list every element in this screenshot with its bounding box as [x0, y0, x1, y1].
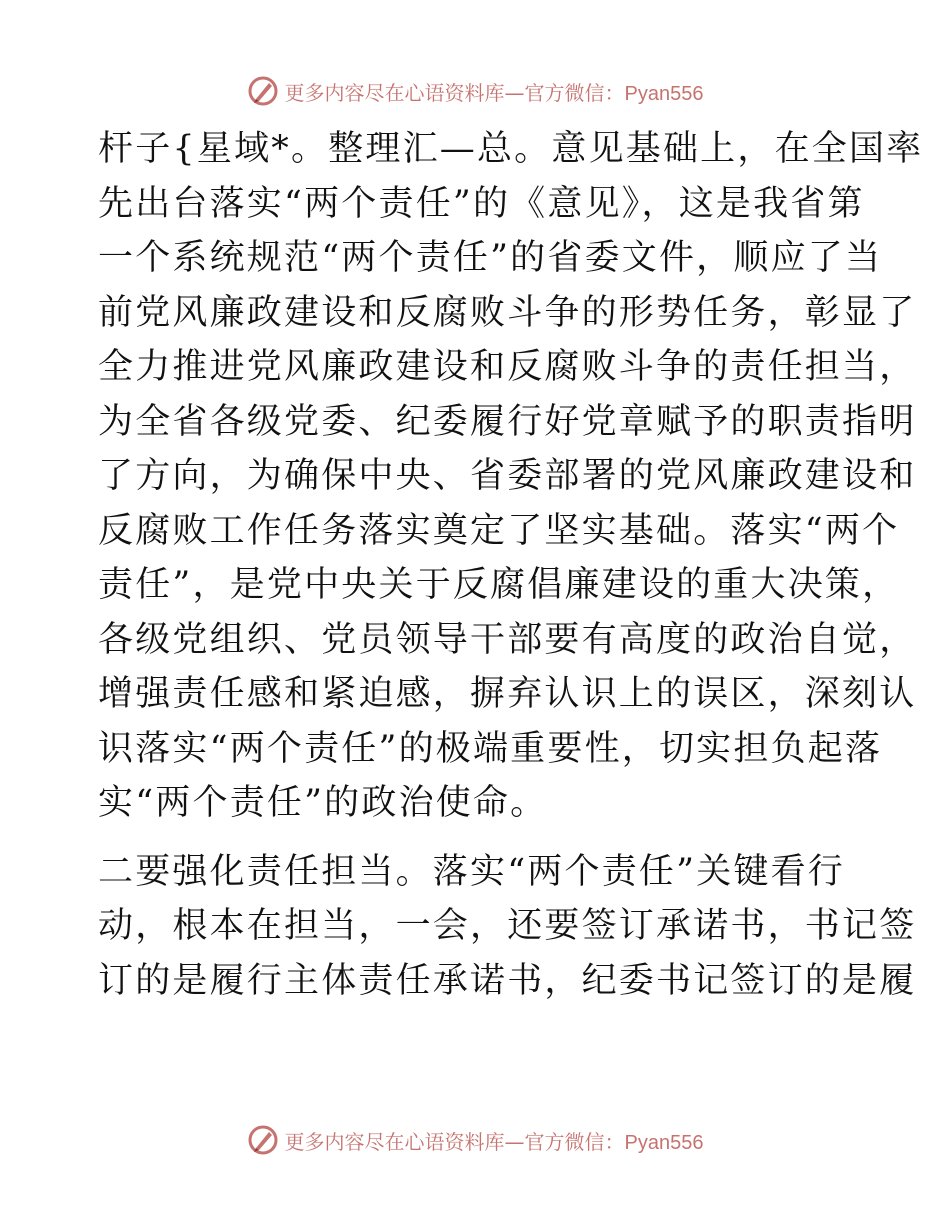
- banner-wechat-id: Pyan556: [624, 82, 704, 105]
- document-body: [98, 122, 924, 1008]
- text-line: 责任”，是党中央关于反腐倡廉建设的重大决策，: [98, 565, 900, 605]
- text-line: 实“两个责任”的政治使命。: [98, 783, 548, 823]
- pen-logo-icon: [247, 75, 279, 107]
- paragraph: [98, 122, 924, 831]
- text-line: 各级党组织、党员领导干部要有高度的政治自觉，: [98, 619, 917, 660]
- text-line: 动，根本在担当，一会，还要签订承诺书，书记签: [98, 906, 917, 946]
- text-line: 增强责任感和紧迫感，摒弃认识上的误区，深刻认: [98, 674, 917, 714]
- text-line: 二要强化责任担当。落实“两个责任”关键看行: [98, 851, 845, 892]
- text-line: 前党风廉政建设和反腐败斗争的形势任务，彰显了: [98, 292, 917, 333]
- banner-text: 更多内容尽在心语资料库—官方微信：Pyan556: [284, 80, 704, 105]
- header-banner: [0, 71, 950, 111]
- pen-logo-icon: [247, 1124, 279, 1156]
- text-line: 识落实“两个责任”的极端重要性，切实担负起落: [98, 728, 883, 769]
- text-line: 一个系统规范“两个责任”的省委文件，顺应了当: [98, 238, 883, 278]
- footer-banner: [0, 1120, 950, 1160]
- banner-text: 更多内容尽在心语资料库—官方微信：Pyan556: [284, 1129, 704, 1154]
- text-line: 先出台落实“两个责任”的《意见》，这是我省第: [98, 183, 865, 224]
- text-line: 了方向，为确保中央、省委部署的党风廉政建设和: [98, 456, 917, 496]
- text-line: 全力推进党风廉政建设和反腐败斗争的责任担当，: [98, 347, 917, 387]
- banner-wechat-id: Pyan556: [624, 1131, 704, 1154]
- text-line: 订的是履行主体责任承诺书，纪委书记签订的是履: [98, 960, 917, 1001]
- text-line: 杆子{星域*。整理汇—总。意见基础上，在全国率: [98, 129, 924, 169]
- paragraph: [98, 845, 917, 1009]
- text-line: 为全省各级党委、纪委履行好党章赋予的职责指明: [98, 401, 917, 442]
- paragraph-gap: [98, 831, 858, 845]
- text-line: 反腐败工作任务落实奠定了坚实基础。落实“两个: [98, 510, 900, 551]
